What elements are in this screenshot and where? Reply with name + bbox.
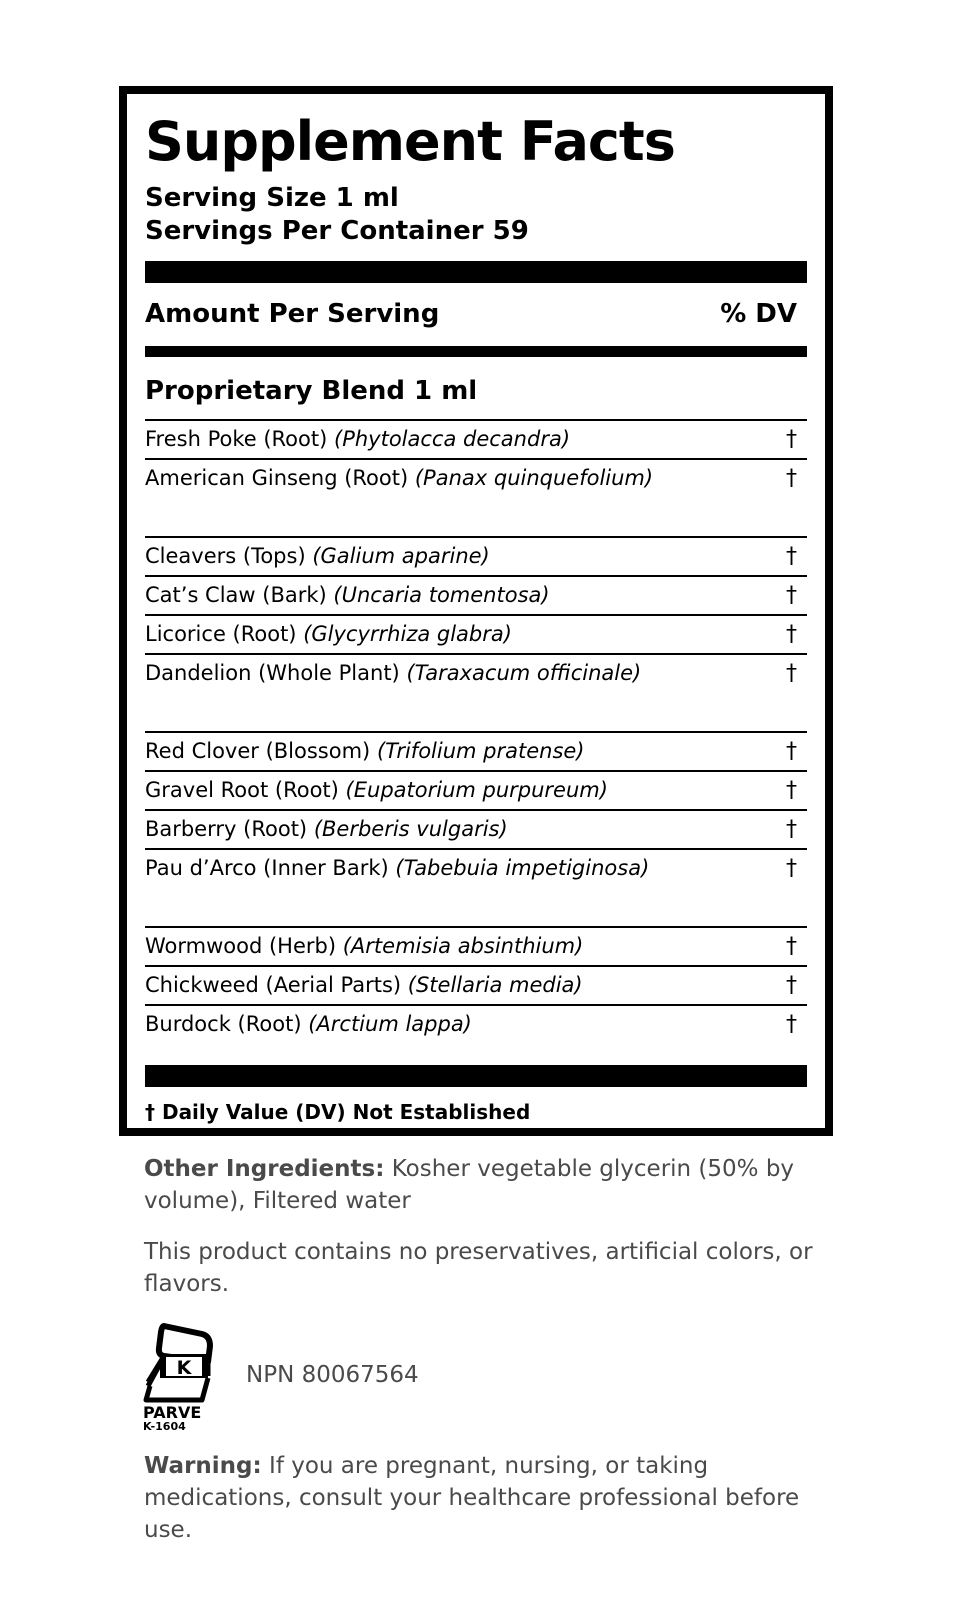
- other-ingredients: [144, 1153, 824, 1217]
- ingredient-row: [145, 614, 807, 653]
- warning: [144, 1450, 824, 1546]
- ingredient-dv: †: [786, 583, 797, 608]
- npn-number: NPN 80067564: [246, 1362, 419, 1388]
- ingredient-dv: †: [786, 778, 797, 803]
- warning-label: Warning:: [144, 1453, 262, 1479]
- ingredient-common-name: Wormwood (Herb): [145, 934, 337, 958]
- ingredient-row: [145, 848, 807, 926]
- ingredient-row: [145, 458, 807, 536]
- ingredient-latin-name: (Berberis vulgaris): [313, 817, 508, 841]
- ingredient-common-name: Dandelion (Whole Plant): [145, 661, 400, 685]
- ingredient-common-name: Chickweed (Aerial Parts): [145, 973, 402, 997]
- ingredient-latin-name: (Tabebuia impetiginosa): [395, 856, 650, 880]
- ingredient-dv: †: [786, 466, 797, 491]
- kosher-code: K-1604: [143, 1420, 186, 1432]
- ingredient-dv: †: [786, 973, 797, 998]
- ingredient-name: [145, 928, 705, 965]
- ingredient-latin-name: (Phytolacca decandra): [334, 427, 571, 451]
- ingredient-common-name: Licorice (Root): [145, 622, 297, 646]
- parve-label: PARVE: [143, 1403, 202, 1422]
- ingredient-name: [145, 616, 705, 653]
- warning-text: If you are pregnant, nursing, or taking medications, consult your healthcare professional before use.: [144, 1453, 800, 1543]
- serving-size: Serving Size 1 ml: [145, 183, 399, 213]
- medium-divider: [145, 346, 807, 357]
- ingredient-name: [145, 577, 705, 614]
- ingredient-dv: †: [786, 817, 797, 842]
- ingredient-dv: †: [786, 856, 797, 881]
- dv-header-label: % DV: [720, 299, 797, 329]
- ingredient-latin-name: (Eupatorium purpureum): [345, 778, 608, 802]
- servings-per-container: Servings Per Container 59: [145, 216, 529, 246]
- ingredient-common-name: Pau d’Arco (Inner Bark): [145, 856, 389, 880]
- ingredient-latin-name: (Arctium lappa): [308, 1012, 472, 1036]
- ingredient-row: [145, 926, 807, 965]
- amount-per-serving-label: Amount Per Serving: [145, 299, 440, 329]
- ingredient-latin-name: (Panax quinquefolium): [414, 466, 654, 490]
- ingredient-dv: †: [786, 1012, 797, 1037]
- ingredient-row: [145, 809, 807, 848]
- ingredient-name: [145, 967, 705, 1004]
- ingredient-name: [145, 655, 705, 692]
- ingredient-common-name: Red Clover (Blossom): [145, 739, 371, 763]
- ingredient-list: [145, 419, 807, 1043]
- thick-divider-bottom: [145, 1065, 807, 1087]
- ingredient-name: [145, 811, 705, 848]
- ingredient-common-name: Cleavers (Tops): [145, 544, 306, 568]
- ingredient-row: [145, 575, 807, 614]
- ingredient-latin-name: (Stellaria media): [407, 973, 583, 997]
- ingredient-common-name: Gravel Root (Root): [145, 778, 339, 802]
- ingredient-common-name: Fresh Poke (Root): [145, 427, 328, 451]
- panel-title: Supplement Facts: [145, 110, 675, 173]
- ingredient-row: [145, 536, 807, 575]
- ingredient-name: [145, 772, 705, 809]
- ingredient-row: [145, 770, 807, 809]
- ingredient-common-name: Burdock (Root): [145, 1012, 302, 1036]
- other-ingredients-label: Other Ingredients:: [144, 1156, 385, 1182]
- ingredient-latin-name: (Trifolium pratense): [376, 739, 585, 763]
- ingredient-row: [145, 1004, 807, 1043]
- ingredient-common-name: American Ginseng (Root): [145, 466, 409, 490]
- ingredient-dv: †: [786, 427, 797, 452]
- ingredient-latin-name: (Artemisia absinthium): [342, 934, 584, 958]
- ingredient-dv: †: [786, 661, 797, 686]
- ingredient-name: [145, 1006, 705, 1043]
- ingredient-latin-name: (Galium aparine): [312, 544, 490, 568]
- preservatives-note: This product contains no preservatives, artificial colors, or flavors.: [144, 1239, 813, 1297]
- ingredient-name: [145, 850, 705, 887]
- supplement-facts-panel: [119, 86, 833, 1136]
- ingredient-dv: †: [786, 739, 797, 764]
- ingredient-dv: †: [786, 544, 797, 569]
- ingredient-name: [145, 421, 705, 458]
- ingredient-name: [145, 733, 705, 770]
- ingredient-dv: †: [786, 622, 797, 647]
- ingredient-name: [145, 538, 705, 575]
- amount-header-row: [145, 294, 807, 334]
- ingredient-common-name: Barberry (Root): [145, 817, 308, 841]
- ingredient-name: [145, 460, 705, 497]
- kosher-parve-icon: [142, 1320, 222, 1432]
- ingredient-row: [145, 419, 807, 458]
- ingredient-common-name: Cat’s Claw (Bark): [145, 583, 327, 607]
- dv-footnote: † Daily Value (DV) Not Established: [145, 1100, 531, 1124]
- kosher-letter: K: [176, 1357, 192, 1379]
- ingredient-row: [145, 965, 807, 1004]
- ingredient-row: [145, 653, 807, 731]
- ingredient-latin-name: (Uncaria tomentosa): [333, 583, 550, 607]
- ingredient-row: [145, 731, 807, 770]
- ingredient-dv: †: [786, 934, 797, 959]
- ingredient-latin-name: (Glycyrrhiza glabra): [303, 622, 512, 646]
- other-ingredients-text: Kosher vegetable glycerin (50% by volume), Filtered water: [144, 1156, 795, 1214]
- ingredient-latin-name: (Taraxacum officinale): [406, 661, 642, 685]
- thick-divider: [145, 261, 807, 283]
- proprietary-blend-title: Proprietary Blend 1 ml: [145, 376, 478, 406]
